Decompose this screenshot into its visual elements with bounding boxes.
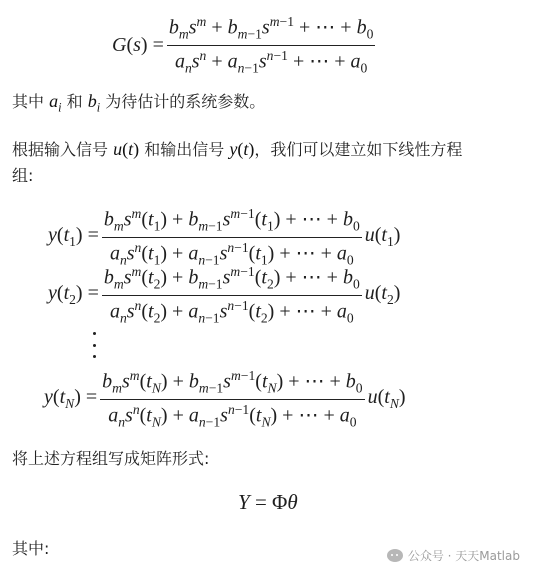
equation-system-intro: 根据输入信号 u(t) 和输出信号 y(t)，我们可以建立如下线性方程 组: (12, 139, 463, 185)
vertical-ellipsis (90, 332, 98, 358)
watermark-text: 公众号 · 天天Matlab (407, 549, 520, 563)
wechat-icon (387, 549, 403, 562)
matrix-equation: Y = Φθ (238, 490, 298, 514)
equation-row-t1: $y(t_1)$ = $\frac{b_ms^m(t_1) + b_{m-1}s^{m-1}(t_1) + \cdots + b_0}{a_ns^n(t_1) + a_{n-1}s^{n-1}(t_1) + \cdots + a_0}$ $u(t_1)$ (48, 206, 401, 268)
transfer-function-equation: G(s) = $\frac{b_ms^m + b_{m-1}s^{m-1} + \cdots + b_0}{a_ns^n + a_{n-1}s^{n-1} + \cdots + a_0}$ (112, 14, 374, 76)
transfer-function-fraction: $\frac{b_ms^m + b_{m-1}s^{m-1} + \cdots + b_0}{a_ns^n + a_{n-1}s^{n-1} + \cdots + a_0}$ (168, 14, 374, 76)
watermark (387, 547, 520, 564)
equation-row-t2: $y(t_2)$ = $\frac{b_ms^m(t_2) + b_{m-1}s^{m-1}(t_2) + \cdots + b_0}{a_ns^n(t_2) + a_{n-1}s^{n-1}(t_2) + \cdots + a_0}$ $u(t_2)$ (48, 264, 401, 326)
matrix-form-intro: 将上述方程组写成矩阵形式: (12, 449, 210, 468)
where-label: 其中: (12, 539, 50, 558)
parameter-description: 其中 $a_i$ 和 $b_i$ 为待估计的系统参数。 (12, 91, 266, 115)
equation-row-tN: $y(t_N)$ = $\frac{b_ms^m(t_N) + b_{m-1}s^{m-1}(t_N) + \cdots + b_0}{a_ns^n(t_N) + a_{n-1}s^{n-1}(t_N) + \cdots + a_0}$ $u(t_N)$ (44, 368, 406, 430)
